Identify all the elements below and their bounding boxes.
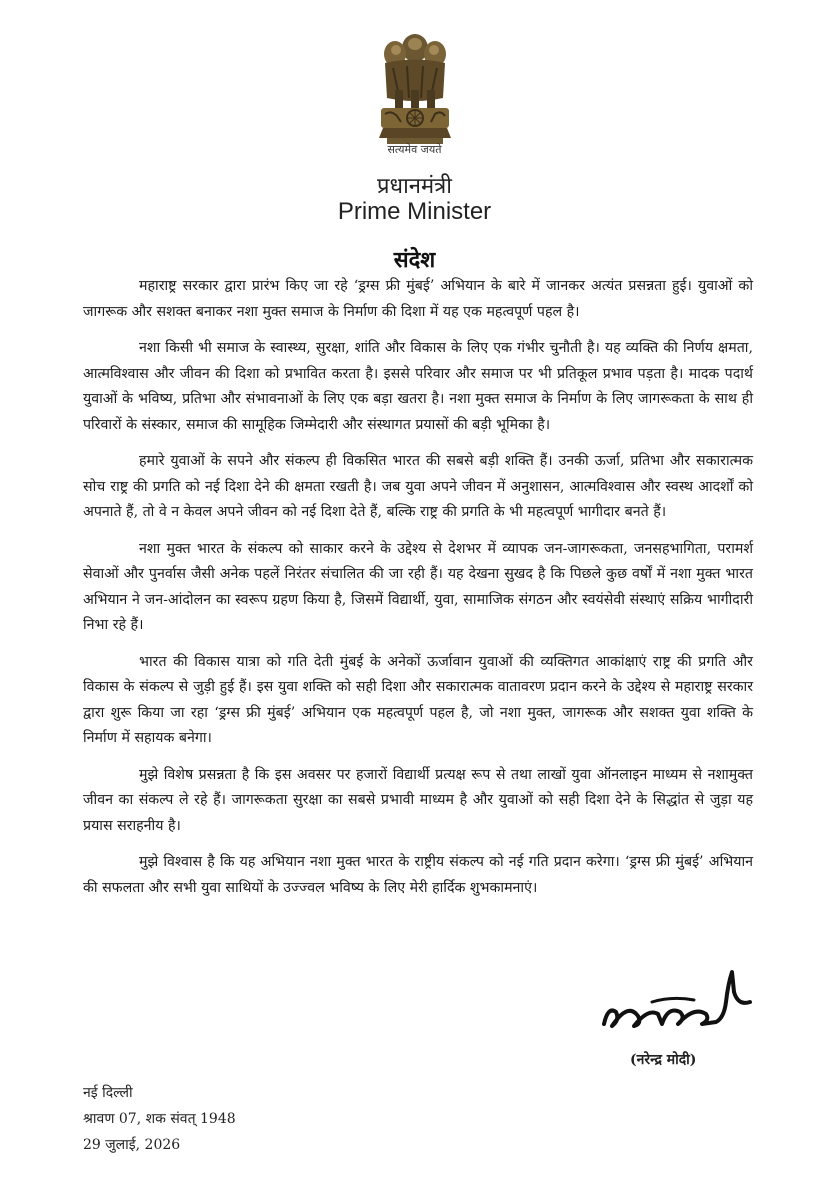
message-paragraph: भारत की विकास यात्रा को गति देती मुंबई के अनेकों ऊर्जावान युवाओं की व्यक्तिगत आकांक्षाएं राष्ट्र की प्रगति और विकास के संकल्प से जुड़ी हुई हैं। इस युवा शक्ति को सही दिशा और सकारात्मक वातावरण प्रदान करने के उद्देश्य से महाराष्ट्र सरकार द्वारा शुरू किया जा रहा ‘ड्रग्स फ्री मुंबई’ अभियान एक महत्वपूर्ण पहल है, जो नशा मुक्त, जागरूक और सशक्त युवा शक्ति के निर्माण में सहायक बनेगा। <box>83 653 753 746</box>
message-paragraph: महाराष्ट्र सरकार द्वारा प्रारंभ किए जा रहे ‘ड्रग्स फ्री मुंबई’ अभियान के बारे में जानकर अत्यंत प्रसन्नता हुई। युवाओं को जागरूक और सशक्त बनाकर नशा मुक्त समाज के निर्माण की दिशा में यह एक महत्वपूर्ण पहल है। <box>83 278 753 320</box>
message-paragraph: मुझे विश्वास है कि यह अभियान नशा मुक्त भारत के राष्ट्रीय संकल्प को नई गति प्रदान करेगा। ‘ड्रग्स फ्री मुंबई’ अभियान की सफलता और सभी युवा साथियों के उज्ज्वल भविष्य के लिए मेरी हार्दिक शुभकामनाएं। <box>83 854 753 896</box>
office-title-hindi: प्रधानमंत्री <box>377 174 452 199</box>
message-paragraph: नशा मुक्त भारत के संकल्प को साकार करने के उद्देश्य से देशभर में व्यापक जन-जागरूकता, जनसहभागिता, परामर्श सेवाओं और पुनर्वास जैसी अनेक पहलें निरंतर संचालित की जा रही हैं। यह देखना सुखद है कि पिछले कुछ वर्षों में नशा मुक्त भारत अभियान ने जन-आंदोलन का स्वरूप ग्रहण किया है, जिसमें विद्यार्थी, युवा, सामाजिक संगठन और स्वयंसेवी संस्थाएं सक्रिय भागीदारी निभा रहे हैं। <box>83 540 753 633</box>
emblem-motto: सत्यमेव जयते <box>387 143 442 156</box>
message-paragraph: मुझे विशेष प्रसन्नता है कि इस अवसर पर हजारों विद्यार्थी प्रत्यक्ष रूप से तथा लाखों युवा ऑनलाइन माध्यम से नशामुक्त जीवन का संकल्प ले रहे हैं। जागरूकता सुरक्षा का सबसे प्रभावी माध्यम है और युवाओं को सही दिशा देने के सिद्धांत से जुड़ा यह प्रयास सराहनीय है। <box>83 766 753 834</box>
national-emblem-icon <box>365 28 465 154</box>
signatory-name: (नरेन्द्र मोदी) <box>630 1052 697 1068</box>
office-title-english: Prime Minister <box>337 198 492 225</box>
handwritten-signature <box>598 962 758 1040</box>
message-paragraph: नशा किसी भी समाज के स्वास्थ्य, सुरक्षा, शांति और विकास के लिए एक गंभीर चुनौती है। यह व्यक्ति की निर्णय क्षमता, आत्मविश्वास और जीवन की दिशा को प्रभावित करता है। इससे परिवार और समाज पर भी प्रतिकूल प्रभाव पड़ता है। मादक पदार्थ युवाओं के भविष्य, प्रतिभा और संभावनाओं के लिए एक बड़ा खतरा है। नशा मुक्त समाज के निर्माण के लिए जागरूकता के साथ ही परिवारों के संस्कार, समाज की सामूहिक जिम्मेदारी और संस्थागत प्रयासों की बड़ी भूमिका है। <box>83 340 753 433</box>
emblem-container <box>0 28 829 158</box>
date: 29 जुलाई, 2026 <box>83 1137 181 1153</box>
place-date-block <box>83 1080 383 1158</box>
saka-date: श्रावण 07, शक संवत् 1948 <box>83 1111 236 1127</box>
place: नई दिल्ली <box>83 1085 133 1101</box>
message-paragraph: हमारे युवाओं के सपने और संकल्प ही विकसित भारत की सबसे बड़ी शक्ति हैं। उनकी ऊर्जा, प्रतिभा और सकारात्मक सोच राष्ट्र की प्रगति को नई दिशा देने की क्षमता रखती है। जब युवा अपने जीवन में अनुशासन, आत्मविश्वास और स्वस्थ आदर्शों को अपनाते हैं, तो वे न केवल अपने जीवन को नई दिशा देते हैं, बल्कि राष्ट्र की प्रगति के भी महत्वपूर्ण भागीदार बनते हैं। <box>83 453 753 520</box>
message-heading: संदेश <box>393 247 436 273</box>
message-body <box>83 274 753 912</box>
